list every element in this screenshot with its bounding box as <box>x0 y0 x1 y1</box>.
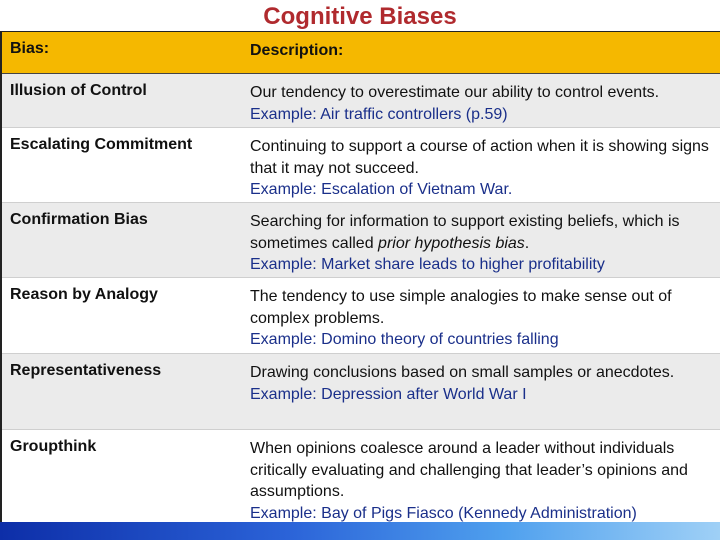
bias-example: Example: Domino theory of countries falling <box>250 331 559 348</box>
table-row <box>2 128 720 203</box>
bias-name: Illusion of Control <box>10 82 147 99</box>
bias-description: The tendency to use simple analogies to make sense out of complex problems. <box>250 288 672 327</box>
table-row <box>2 430 720 522</box>
bias-example: Example: Depression after World War I <box>250 385 527 403</box>
bias-example: Example: Market share leads to higher profitability <box>250 256 605 273</box>
bias-description-emphasis: prior hypothesis bias <box>378 234 525 252</box>
table-row <box>2 354 720 430</box>
bias-name: Reason by Analogy <box>10 286 158 303</box>
table-header-row <box>2 32 720 74</box>
header-bias: Bias: <box>10 40 50 57</box>
bias-example: Example: Air traffic controllers (p.59) <box>250 105 508 123</box>
header-description: Description: <box>250 42 344 59</box>
bias-example: Example: Bay of Pigs Fiasco (Kennedy Administration) <box>250 504 637 522</box>
bias-description-cell <box>240 430 720 522</box>
table-row <box>2 203 720 278</box>
bias-name: Representativeness <box>10 362 162 379</box>
bias-description: When opinions coalesce around a leader without individuals critically evaluating and challenging that leader’s opinions and assumptions. <box>250 440 688 500</box>
footer-gradient-bar <box>0 522 720 540</box>
bias-description: Continuing to support a course of action when it is showing signs that it may not succeed. <box>250 138 709 177</box>
table-row <box>2 278 720 354</box>
table-row <box>2 74 720 128</box>
bias-description-cell <box>240 278 720 353</box>
bias-description-cell <box>240 203 720 277</box>
bias-name: Groupthink <box>10 438 97 455</box>
bias-name: Escalating Commitment <box>10 136 193 153</box>
bias-example: Example: Escalation of Vietnam War. <box>250 181 513 198</box>
slide-title: Cognitive Biases <box>263 3 457 30</box>
bias-table <box>0 31 720 522</box>
bias-description-cell <box>240 128 720 202</box>
bias-description: Searching for information to support existing beliefs, which is sometimes called prior hypothesis bias. <box>250 213 680 252</box>
bias-description-cell <box>240 74 720 127</box>
bias-description: Drawing conclusions based on small samples or anecdotes. <box>250 364 675 381</box>
bias-description: Our tendency to overestimate our ability to control events. <box>250 84 660 101</box>
bias-name: Confirmation Bias <box>10 211 148 228</box>
bias-description-cell <box>240 354 720 429</box>
